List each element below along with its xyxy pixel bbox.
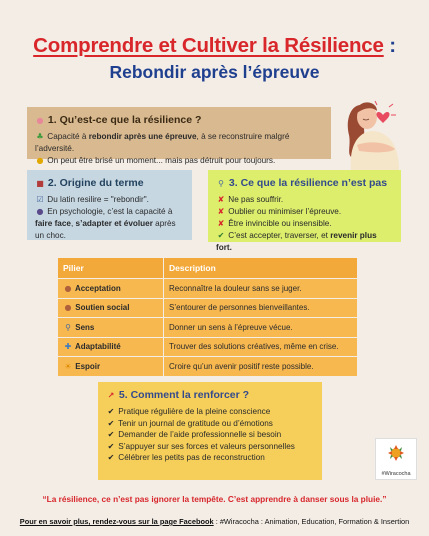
- section-origin: [27, 170, 192, 240]
- column-header-pillar: Pilier: [58, 258, 164, 279]
- quote: “La résilience, ce n’est pas ignorer la tempête. C’est apprendre à danser sous la pluie.”: [42, 494, 387, 504]
- section-not: [208, 170, 401, 252]
- pillar-name: Sens: [75, 322, 95, 332]
- check-icon: ✔: [107, 441, 115, 451]
- not-item: ✘ Être invincible ou insensible.: [217, 219, 332, 228]
- section-definition-heading: ● 1. Qu’est-ce que la résilience ?: [36, 114, 202, 126]
- not-item: ✘ Ne pas souffrir.: [217, 195, 284, 204]
- wiracocha-logo: [375, 438, 417, 480]
- magnifier-icon: ⚲: [65, 322, 71, 332]
- section-definition: [27, 107, 331, 165]
- table-row: [58, 337, 357, 357]
- origin-line-2: ● En psychologie, c’est la capacité à faire face, s’adapter et évoluer après un choc.: [35, 207, 176, 240]
- title-main: Comprendre et Cultiver la Résilience: [33, 34, 384, 57]
- section-not-heading: ⚲ 3. Ce que la résilience n’est pas: [216, 177, 393, 189]
- pillar-name: Acceptation: [74, 283, 121, 293]
- cross-icon: ✘: [217, 219, 225, 228]
- check-icon: ✔: [217, 231, 225, 240]
- list-item: ✔ S’appuyer sur ses forces et valeurs personnelles: [107, 441, 295, 451]
- woman-hugging-illustration: [333, 95, 413, 170]
- pillar-description: Reconnaître la douleur sans se juger.: [164, 279, 358, 299]
- pillar-name: Adaptabilité: [74, 342, 121, 352]
- brain-icon: ●: [36, 116, 44, 125]
- not-item: ✘ Oublier ou minimiser l’épreuve.: [217, 207, 342, 216]
- books-icon: ■: [36, 179, 44, 188]
- page-subtitle: Rebondir après l’épreuve: [109, 62, 320, 82]
- lightbulb-icon: ●: [36, 156, 44, 165]
- scientist-icon: ●: [36, 207, 44, 216]
- pillar-name: Soutien social: [75, 303, 130, 313]
- magnifier-icon: ⚲: [218, 179, 224, 188]
- list-item: ✔ Célébrer les petits pas de reconstruction: [107, 453, 265, 462]
- sprout-icon: ♣: [36, 132, 44, 141]
- pillar-description: Trouver des solutions créatives, même en crise.: [164, 337, 358, 357]
- table-header-row: [58, 258, 357, 279]
- table-row: [58, 298, 357, 318]
- footer: [0, 517, 429, 526]
- section-strengthen: [98, 382, 322, 480]
- pillar-description: Donner un sens à l’épreuve vécue.: [164, 318, 358, 338]
- check-icon: ✔: [107, 418, 115, 428]
- cross-icon: ✘: [217, 195, 225, 204]
- pillar-name: Espoir: [75, 361, 101, 371]
- definition-line-1: ♣ Capacité à rebondir après une épreuve, à se reconstruire malgré l’adversité.: [35, 132, 290, 153]
- meditation-icon: ●: [64, 283, 72, 293]
- table-row: [58, 357, 357, 376]
- check-icon: ✔: [107, 430, 115, 439]
- cross-icon: ✘: [217, 207, 225, 216]
- list-item: ✔ Pratique régulière de la pleine conscience: [107, 407, 271, 416]
- list-item: ✔ Demander de l’aide professionnelle si besoin: [107, 430, 282, 439]
- page-title: [0, 34, 429, 58]
- pillar-description: S’entourer de personnes bienveillantes.: [164, 298, 358, 318]
- handshake-icon: ●: [64, 303, 72, 313]
- pillar-description: Croire qu’un avenir positif reste possible.: [164, 357, 358, 376]
- title-suffix: :: [383, 34, 396, 57]
- table-row: [58, 318, 357, 338]
- section-origin-heading: ■ 2. Origine du terme: [36, 177, 144, 189]
- section-strengthen-heading: ↗ 5. Comment la renforcer ?: [107, 389, 250, 401]
- definition-line-2: ● On peut être brisé un moment... mais pas détruit pour toujours.: [36, 156, 276, 165]
- logo-label: #Wiracocha: [381, 471, 411, 477]
- footer-text: : #Wiracocha : Animation, Education, Formation & Insertion: [213, 517, 410, 526]
- check-icon: ✔: [107, 407, 115, 416]
- column-header-description: Description: [164, 258, 358, 279]
- sun-icon: ☀: [64, 361, 72, 371]
- list-item: ✔ Tenir un journal de gratitude ou d’émotions: [107, 418, 273, 428]
- table-row: [58, 279, 357, 299]
- puzzle-icon: ✚: [64, 342, 72, 352]
- origin-line-1: ☑ Du latin resilire = "rebondir".: [36, 195, 149, 204]
- check-icon: ✔: [107, 453, 115, 462]
- ballot-box-icon: ☑: [36, 195, 44, 204]
- is-item: ✔ C’est accepter, traverser, et revenir plus fort.: [216, 231, 377, 252]
- chart-up-icon: ↗: [107, 391, 115, 400]
- pillars-table: [58, 258, 357, 376]
- facebook-link[interactable]: Pour en savoir plus, rendez-vous sur la page Facebook: [19, 517, 214, 526]
